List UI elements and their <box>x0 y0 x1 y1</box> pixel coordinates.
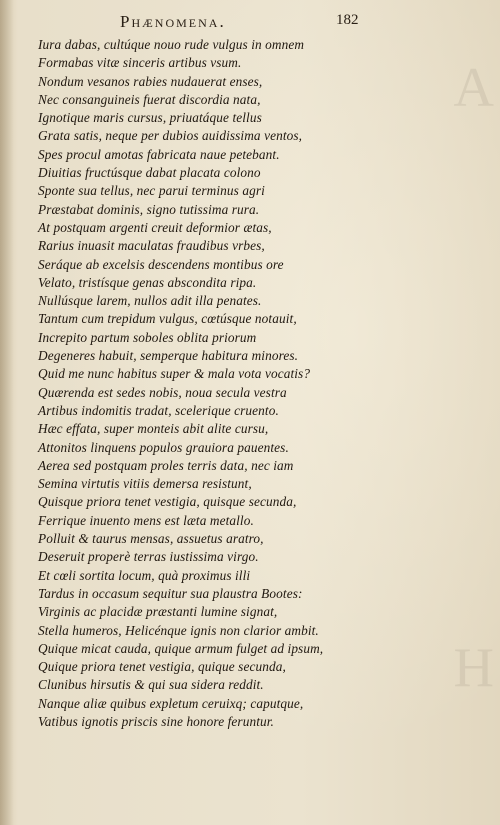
verse-line: Quid me nunc habitus super & mala vota vocatis? <box>38 366 311 382</box>
verse-line: Quærenda est sedes nobis, noua secula vestra <box>38 384 287 400</box>
show-through-glyph: A <box>453 57 494 119</box>
verse-line: Ferrique inuento mens est læta metallo. <box>38 512 254 528</box>
verse-line: Semina virtutis vitiis demersa resistunt, <box>38 476 252 492</box>
verse-line: Quique micat cauda, quique armum fulget ad ipsum, <box>38 640 324 656</box>
verse-line: Deseruit properè terras iustissima virgo. <box>38 549 259 565</box>
verse-line: Grata satis, neque per dubios auidissima ventos, <box>38 128 303 144</box>
verse-line: At postquam argenti creuit deformior ætas, <box>38 219 272 235</box>
running-head: Phænomena. <box>120 12 226 31</box>
page-header <box>40 10 460 34</box>
gutter-shadow <box>0 0 14 825</box>
verse-line: Tardus in occasum sequitur sua plaustra Bootes: <box>38 585 303 601</box>
verse-line: Attonitos linquens populos grauiora pauentes. <box>38 439 289 455</box>
verse-line: Artibus indomitis tradat, scelerique cruento. <box>38 402 279 418</box>
verse-line: Clunibus hirsutis & qui sua sidera reddit. <box>38 677 264 693</box>
verse-line: Quique priora tenet vestigia, quique secunda, <box>38 659 286 675</box>
verse-line: Nullúsque larem, nullos adit illa penates. <box>38 293 262 309</box>
verse-line: Spes procul amotas fabricata naue petebant. <box>38 146 280 162</box>
verse-line: Formabas vitæ sinceris artibus vsum. <box>38 55 242 71</box>
verse-line: Ignotique maris cursus, priuatáque tellus <box>38 110 262 126</box>
verse-line: Tantum cum trepidum vulgus, cœtúsque notauit, <box>38 311 297 327</box>
verse-line: Nec consanguineis fuerat discordia nata, <box>38 91 261 107</box>
verse-line: Seráque ab excelsis descendens montibus ore <box>38 256 284 272</box>
verse-block <box>38 36 378 731</box>
verse-line: Quisque priora tenet vestigia, quisque secunda, <box>38 494 297 510</box>
verse-line: Præstabat dominis, signo tutissima rura. <box>38 201 260 217</box>
verse-line: Virginis ac placidæ præstanti lumine signat, <box>38 604 278 620</box>
verse-line: Increpito partum soboles oblita priorum <box>38 329 257 345</box>
verse-line: Rarius inuasit maculatas fraudibus vrbes, <box>38 238 265 254</box>
page-number: 182 <box>336 12 359 28</box>
verse-line: Vatibus ignotis priscis sine honore feruntur. <box>38 713 274 729</box>
verse-line: Iura dabas, cultúque nouo rude vulgus in omnem <box>38 37 305 52</box>
verse-line: Hæc effata, super monteis abit alite cursu, <box>38 421 269 437</box>
show-through-glyph: H <box>453 637 494 699</box>
verse-line: Aerea sed postquam proles terris data, nec iam <box>38 457 294 473</box>
verse-line: Nondum vesanos rabies nudauerat enses, <box>38 73 263 89</box>
verse-line: Degeneres habuit, semperque habitura minores. <box>38 348 299 364</box>
verse-line: Diuitias fructúsque dabat placata colono <box>38 165 261 181</box>
verse-line: Et cœli sortita locum, quà proximus illi <box>38 567 251 583</box>
verse-line: Polluit & taurus mensas, assuetus aratro, <box>38 531 264 547</box>
verse-line: Sponte sua tellus, nec parui terminus agri <box>38 183 265 199</box>
verse-line: Nanque aliæ quibus expletum ceruixq; caputque, <box>38 695 304 711</box>
verse-line: Stella humeros, Helicénque ignis non clarior ambit. <box>38 622 319 638</box>
verse-line: Velato, tristísque genas abscondita ripa. <box>38 274 257 290</box>
